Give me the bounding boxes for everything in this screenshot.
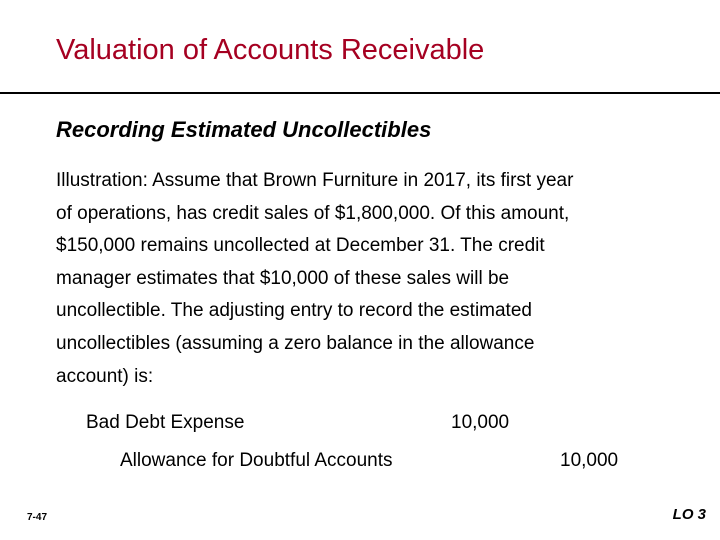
journal-credit-account: Allowance for Doubtful Accounts	[120, 450, 393, 471]
title-divider	[0, 92, 720, 94]
illustration-line: account) is:	[56, 365, 154, 387]
illustration-text	[56, 165, 696, 393]
page-number: 7-47	[27, 512, 48, 523]
illustration-line: $150,000 remains uncollected at December 31. The credit	[56, 235, 545, 257]
slide-subtitle: Recording Estimated Uncollectibles	[56, 117, 432, 142]
slide-title: Valuation of Accounts Receivable	[56, 34, 485, 66]
illustration-line: uncollectible. The adjusting entry to record the estimated	[56, 300, 532, 322]
illustration-line: Illustration: Assume that Brown Furniture in 2017, its first year	[56, 170, 574, 191]
illustration-line: uncollectibles (assuming a zero balance in the allowance	[56, 332, 535, 354]
illustration-line: of operations, has credit sales of $1,800,000. Of this amount,	[56, 202, 570, 224]
journal-debit-account: Bad Debt Expense	[86, 412, 245, 433]
journal-debit-amount: 10,000	[451, 412, 510, 433]
learning-objective-label: LO 3	[672, 506, 706, 523]
journal-credit-amount: 10,000	[560, 450, 619, 471]
illustration-line: manager estimates that $10,000 of these sales will be	[56, 267, 510, 289]
